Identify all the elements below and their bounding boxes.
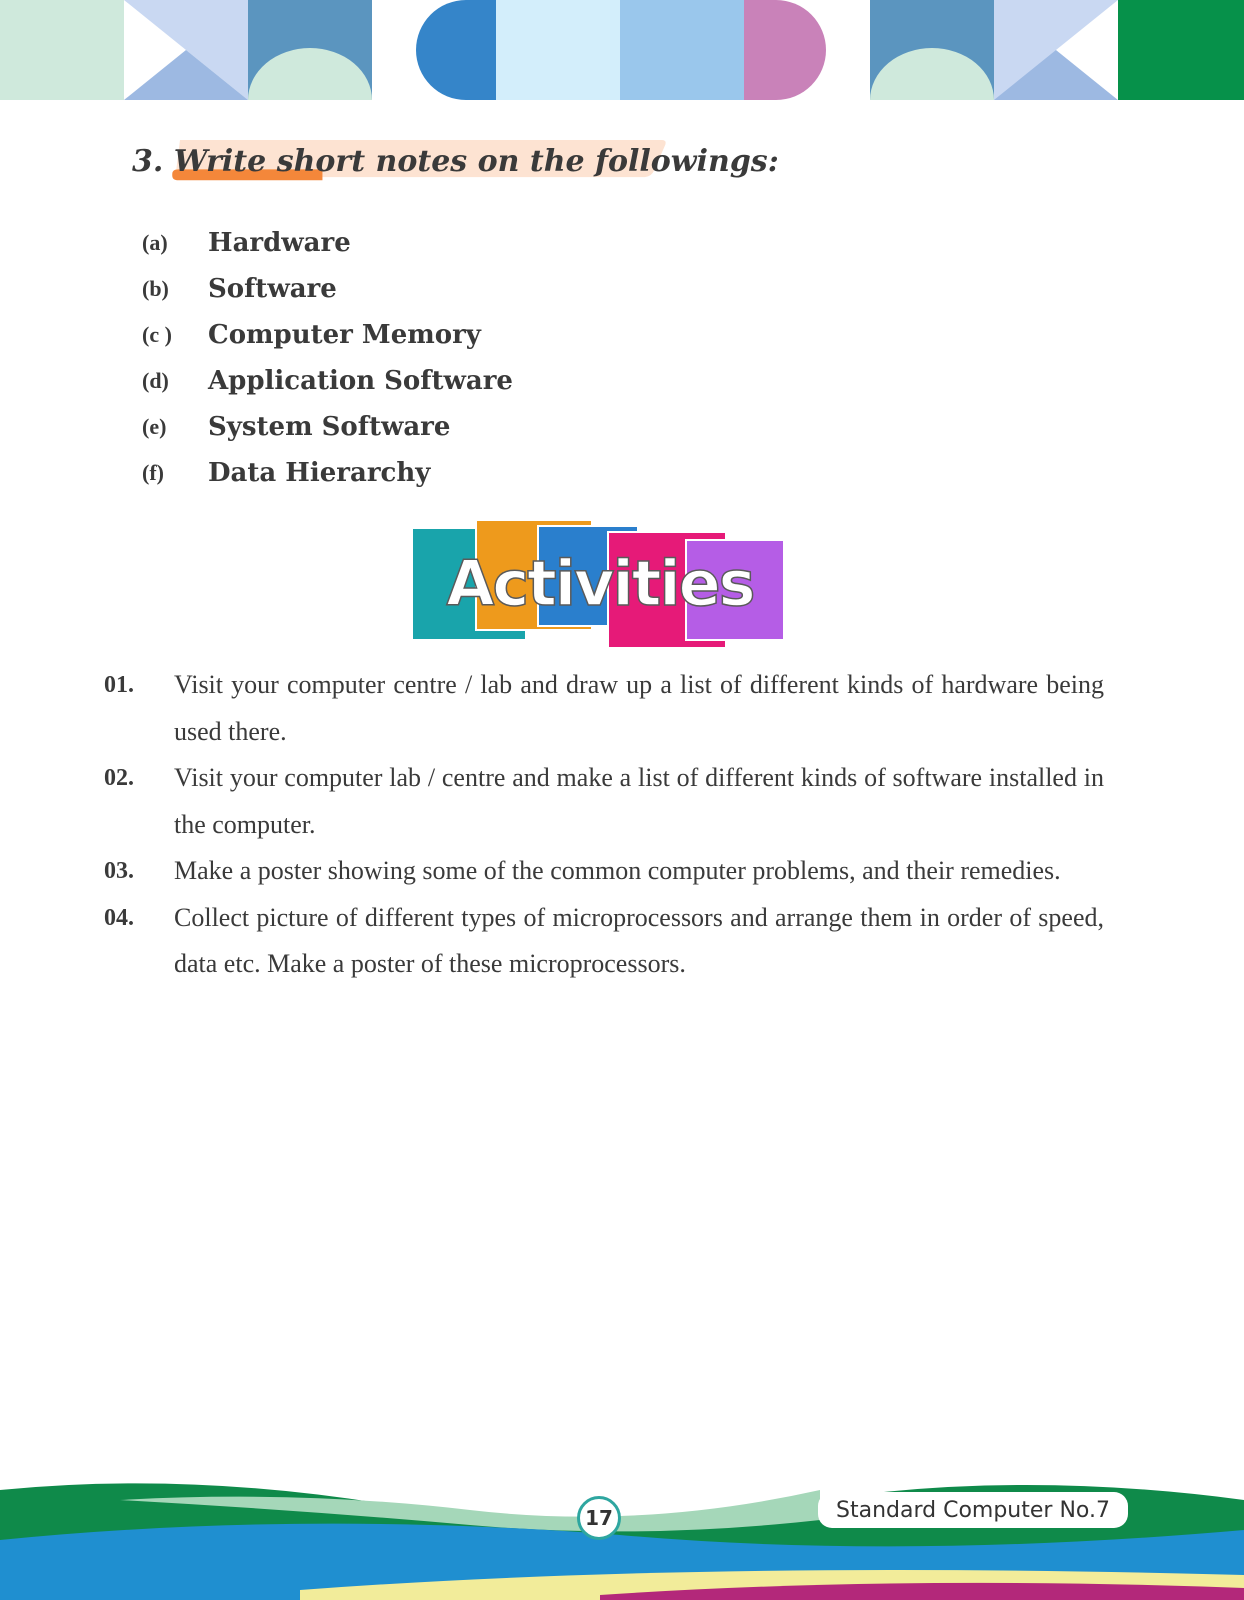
activity-number: 02. bbox=[104, 765, 134, 791]
list-item bbox=[142, 366, 513, 412]
list-item bbox=[104, 662, 1104, 755]
question-title: 3. Write short notes on the followings: bbox=[132, 144, 779, 179]
activities-banner bbox=[410, 520, 790, 650]
list-item bbox=[104, 755, 1104, 848]
item-label: (c ) bbox=[142, 322, 172, 347]
item-text: Software bbox=[208, 274, 337, 304]
item-label: (d) bbox=[142, 368, 169, 393]
activity-number: 03. bbox=[104, 858, 134, 884]
activity-text: Visit your computer lab / centre and make a list of different kinds of software installed in the computer. bbox=[174, 763, 1104, 839]
item-label: (f) bbox=[142, 460, 164, 485]
list-item bbox=[142, 458, 513, 504]
question-heading bbox=[100, 140, 779, 202]
item-text: System Software bbox=[208, 412, 451, 442]
list-item bbox=[142, 228, 513, 274]
list-item bbox=[104, 848, 1104, 895]
item-label: (a) bbox=[142, 230, 168, 255]
item-text: Application Software bbox=[208, 366, 513, 396]
notes-list bbox=[142, 228, 513, 504]
activity-text: Make a poster showing some of the common computer problems, and their remedies. bbox=[174, 856, 1061, 885]
activity-text: Visit your computer centre / lab and draw up a list of different kinds of hardware being used there. bbox=[174, 670, 1104, 746]
top-banner bbox=[0, 0, 1244, 102]
item-text: Hardware bbox=[208, 228, 351, 258]
page-number: 17 bbox=[577, 1496, 621, 1540]
book-title: Standard Computer No.7 bbox=[818, 1492, 1128, 1528]
list-item bbox=[142, 412, 513, 458]
list-item bbox=[142, 274, 513, 320]
item-label: (e) bbox=[142, 414, 167, 439]
list-item bbox=[142, 320, 513, 366]
activity-text: Collect picture of different types of microprocessors and arrange them in order of speed, data etc. Make a poster of these microprocessors. bbox=[174, 902, 1104, 978]
activities-heading: Activities bbox=[446, 547, 754, 620]
item-text: Computer Memory bbox=[208, 320, 481, 350]
item-text: Data Hierarchy bbox=[208, 458, 431, 488]
list-item bbox=[104, 895, 1104, 988]
item-label: (b) bbox=[142, 276, 169, 301]
activity-number: 04. bbox=[104, 904, 134, 931]
activities-list bbox=[104, 662, 1104, 988]
activity-number: 01. bbox=[104, 672, 134, 698]
